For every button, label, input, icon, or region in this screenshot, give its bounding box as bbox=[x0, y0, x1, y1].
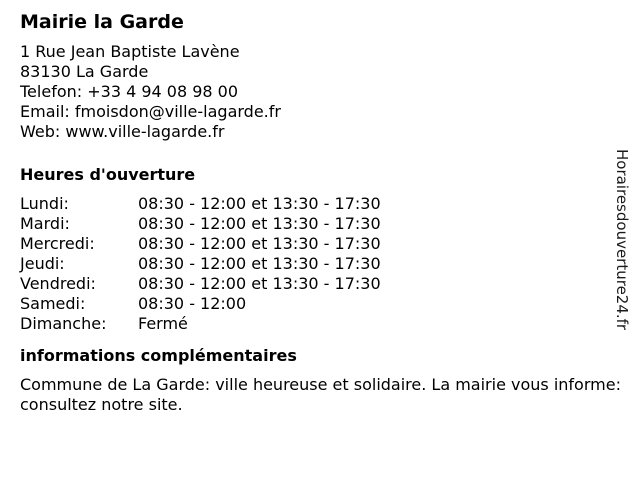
day-label: Vendredi: bbox=[20, 274, 96, 293]
info-heading: informations complémentaires bbox=[20, 346, 297, 365]
day-label: Samedi: bbox=[20, 294, 86, 313]
web-line: Web: www.ville-lagarde.fr bbox=[20, 122, 225, 141]
site-watermark: Horairesdouverture24.fr bbox=[613, 149, 631, 331]
hours-table bbox=[20, 194, 620, 334]
contact-block bbox=[20, 42, 620, 142]
hours-row-monday bbox=[20, 194, 620, 214]
time-value: 08:30 - 12:00 et 13:30 - 17:30 bbox=[138, 214, 381, 233]
time-value: 08:30 - 12:00 bbox=[138, 294, 247, 313]
page-title: Mairie la Garde bbox=[20, 11, 184, 33]
business-card bbox=[20, 8, 620, 415]
hours-row-tuesday bbox=[20, 214, 620, 234]
hours-row-sunday bbox=[20, 314, 620, 334]
hours-heading: Heures d'ouverture bbox=[20, 165, 196, 184]
day-label: Lundi: bbox=[20, 194, 69, 213]
phone-line: Telefon: +33 4 94 08 98 00 bbox=[20, 82, 239, 101]
day-label: Dimanche: bbox=[20, 314, 107, 333]
address-city: 83130 La Garde bbox=[20, 62, 149, 81]
hours-row-friday bbox=[20, 274, 620, 294]
hours-row-saturday bbox=[20, 294, 620, 314]
time-value: 08:30 - 12:00 et 13:30 - 17:30 bbox=[138, 274, 381, 293]
time-value: 08:30 - 12:00 et 13:30 - 17:30 bbox=[138, 194, 381, 213]
time-value: Fermé bbox=[138, 314, 188, 333]
day-label: Mardi: bbox=[20, 214, 70, 233]
hours-row-thursday bbox=[20, 254, 620, 274]
day-label: Mercredi: bbox=[20, 234, 95, 253]
email-line: Email: fmoisdon@ville-lagarde.fr bbox=[20, 102, 281, 121]
time-value: 08:30 - 12:00 et 13:30 - 17:30 bbox=[138, 234, 381, 253]
info-text: Commune de La Garde: ville heureuse et solidaire. La mairie vous informe: consultez notre site. bbox=[20, 375, 621, 414]
day-label: Jeudi: bbox=[20, 254, 65, 273]
hours-row-wednesday bbox=[20, 234, 620, 254]
address-street: 1 Rue Jean Baptiste Lavène bbox=[20, 42, 240, 61]
time-value: 08:30 - 12:00 et 13:30 - 17:30 bbox=[138, 254, 381, 273]
